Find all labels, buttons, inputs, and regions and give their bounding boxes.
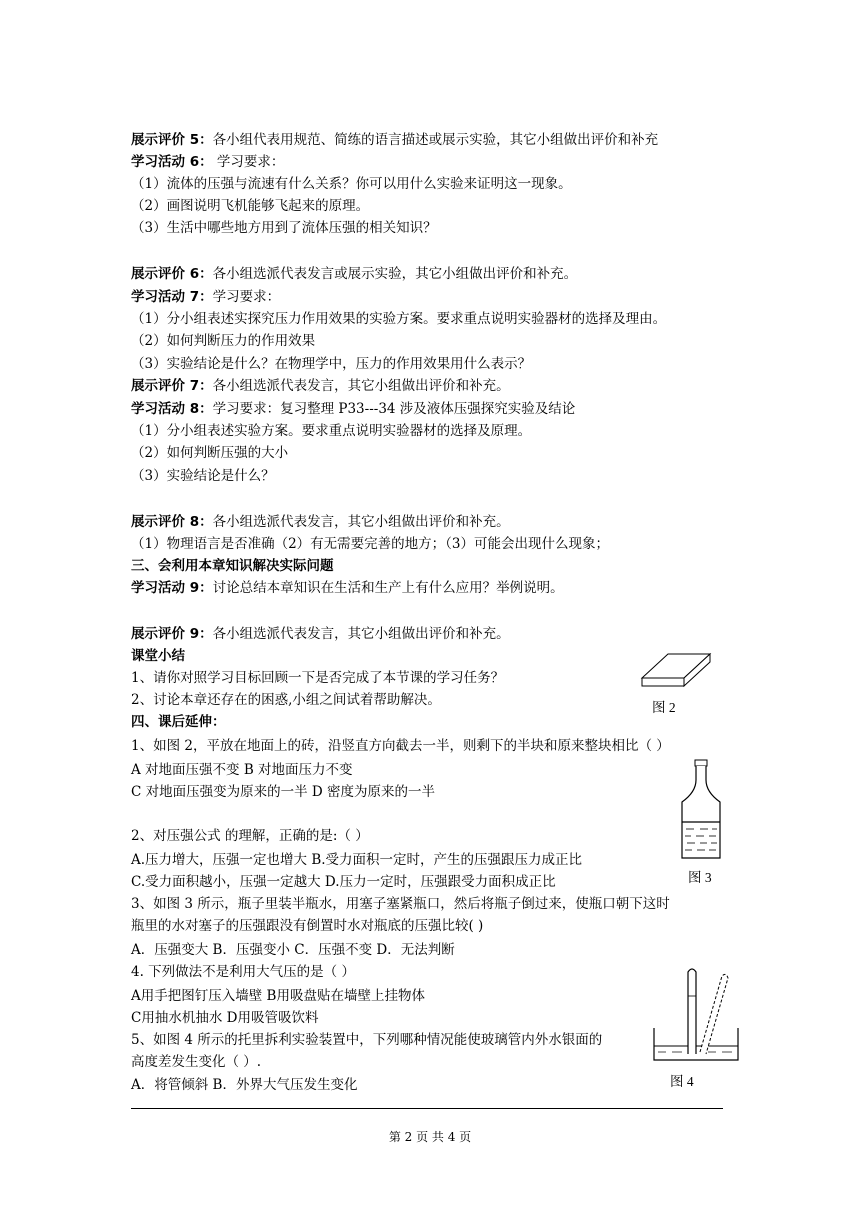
eval7-label: 展示评价 7： bbox=[131, 378, 213, 394]
figure-2-caption: 图 2 bbox=[652, 700, 676, 715]
eval9-text: 各小组选派代表发言，其它小组做出评价和补充。 bbox=[212, 626, 510, 642]
figure-3-caption: 图 3 bbox=[688, 870, 712, 885]
brick-figure bbox=[640, 640, 712, 690]
act6-line bbox=[131, 152, 284, 172]
question-5-cont: 高度差发生变化（ ）. bbox=[131, 1054, 262, 1070]
act7-line bbox=[131, 287, 280, 307]
question-1-options-cd: C 对地面压强变为原来的一半 D 密度为原来的一半 bbox=[131, 784, 436, 800]
act9-line bbox=[131, 578, 564, 598]
eval7-text: 各小组选派代表发言，其它小组做出评价和补充。 bbox=[212, 378, 510, 394]
question-5: 5、如图 4 所示的托里拆利实验装置中，下列哪种情况能使玻璃管内外水银面的 bbox=[131, 1032, 603, 1048]
act7-item-2: （2）如何判断压力的作用效果 bbox=[131, 333, 316, 349]
question-4-options-ab: A用手把图钉压入墙壁 B用吸盘贴在墙壁上挂物体 bbox=[131, 988, 425, 1004]
act8-line bbox=[131, 399, 575, 419]
section-4-heading: 四、课后延伸： bbox=[131, 714, 226, 730]
eval5-label: 展示评价 5： bbox=[131, 132, 213, 148]
eval6-label: 展示评价 6： bbox=[131, 266, 213, 282]
act6-text: 学习要求： bbox=[212, 154, 285, 170]
question-5-options: A．将管倾斜 B．外界大气压发生变化 bbox=[131, 1077, 358, 1093]
eval7-line bbox=[131, 376, 510, 396]
question-3: 3、如图 3 所示，瓶子里装半瓶水，用塞子塞紧瓶口，然后将瓶子倒过来，使瓶口朝下这时 bbox=[131, 896, 670, 912]
question-2-options-ab: A.压力增大，压强一定也增大 B.受力面积一定时，产生的压强跟压力成正比 bbox=[131, 852, 583, 868]
act8-item-1: （1）分小组表述实验方案。要求重点说明实验器材的选择及原理。 bbox=[131, 423, 532, 439]
act6-item-3: （3）生活中哪些地方用到了流体压强的相关知识？ bbox=[131, 220, 437, 236]
bottle-figure bbox=[676, 758, 726, 860]
act6-item-2: （2）画图说明飞机能够飞起来的原理。 bbox=[131, 198, 370, 214]
question-2: 2、对压强公式 的理解，正确的是:（ ） bbox=[131, 828, 369, 844]
summary-item-2: 2、讨论本章还存在的困惑,小组之间试着帮助解决。 bbox=[131, 692, 441, 708]
figure-4-caption: 图 4 bbox=[670, 1074, 694, 1089]
act8-item-3: （3）实验结论是什么？ bbox=[131, 468, 275, 484]
act9-label: 学习活动 9： bbox=[131, 580, 213, 596]
act8-label: 学习活动 8： bbox=[131, 401, 213, 417]
eval8-label: 展示评价 8： bbox=[131, 514, 213, 530]
act6-label: 学习活动 6： bbox=[131, 154, 213, 170]
eval8-line bbox=[131, 512, 510, 532]
question-2-options-cd: C.受力面积越小，压强一定越大 D.压力一定时，压强跟受力面积成正比 bbox=[131, 874, 556, 890]
act8-item-2: （2）如何判断压强的大小 bbox=[131, 445, 289, 461]
eval5-text: 各小组代表用规范、简练的语言描述或展示实验，其它小组做出评价和补充 bbox=[212, 132, 659, 148]
eval5-line bbox=[131, 130, 658, 150]
act7-item-3: （3）实验结论是什么？在物理学中，压力的作用效果用什么表示？ bbox=[131, 356, 532, 372]
torricelli-figure bbox=[652, 966, 742, 1066]
page-footer: 第 2 页 共 4 页 bbox=[388, 1130, 472, 1144]
eval6-line bbox=[131, 264, 577, 284]
eval8-text: 各小组选派代表发言，其它小组做出评价和补充。 bbox=[212, 514, 510, 530]
eval9-label: 展示评价 9： bbox=[131, 626, 213, 642]
act6-item-1: （1）流体的压强与流速有什么关系？你可以用什么实验来证明这一现象。 bbox=[131, 176, 572, 192]
summary-heading: 课堂小结 bbox=[131, 648, 185, 664]
footer-rule bbox=[131, 1108, 723, 1109]
question-3-cont: 瓶里的水对塞子的压强跟没有倒置时水对瓶底的压强比较( ) bbox=[131, 918, 484, 934]
question-4-options-cd: C用抽水机抽水 D用吸管吸饮料 bbox=[131, 1010, 319, 1026]
question-3-options: A．压强变大 B．压强变小 C．压强不变 D．无法判断 bbox=[131, 942, 455, 958]
section-3-heading: 三、会利用本章知识解决实际问题 bbox=[131, 558, 334, 574]
act8-text: 学习要求：复习整理 P33---34 涉及液体压强探究实验及结论 bbox=[212, 401, 576, 417]
eval6-text: 各小组选派代表发言或展示实验，其它小组做出评价和补充。 bbox=[212, 266, 578, 282]
question-1-options-ab: A 对地面压强不变 B 对地面压力不变 bbox=[131, 762, 353, 778]
eval9-line bbox=[131, 624, 510, 644]
act7-text: 学习要求： bbox=[212, 289, 281, 305]
summary-item-1: 1、请你对照学习目标回顾一下是否完成了本节课的学习任务？ bbox=[131, 670, 505, 686]
act9-text: 讨论总结本章知识在生活和生产上有什么应用？举例说明。 bbox=[212, 580, 564, 596]
act7-label: 学习活动 7： bbox=[131, 289, 213, 305]
eval8-sub: （1）物理语言是否准确（2）有无需要完善的地方；（3）可能会出现什么现象； bbox=[131, 536, 610, 552]
question-1: 1、如图 2，平放在地面上的砖，沿竖直方向截去一半，则剩下的半块和原来整块相比（ ） bbox=[131, 738, 670, 754]
question-4: 4. 下列做法不是利用大气压的是（ ） bbox=[131, 964, 355, 980]
act7-item-1: （1）分小组表述实探究压力作用效果的实验方案。要求重点说明实验器材的选择及理由。 bbox=[131, 311, 667, 327]
